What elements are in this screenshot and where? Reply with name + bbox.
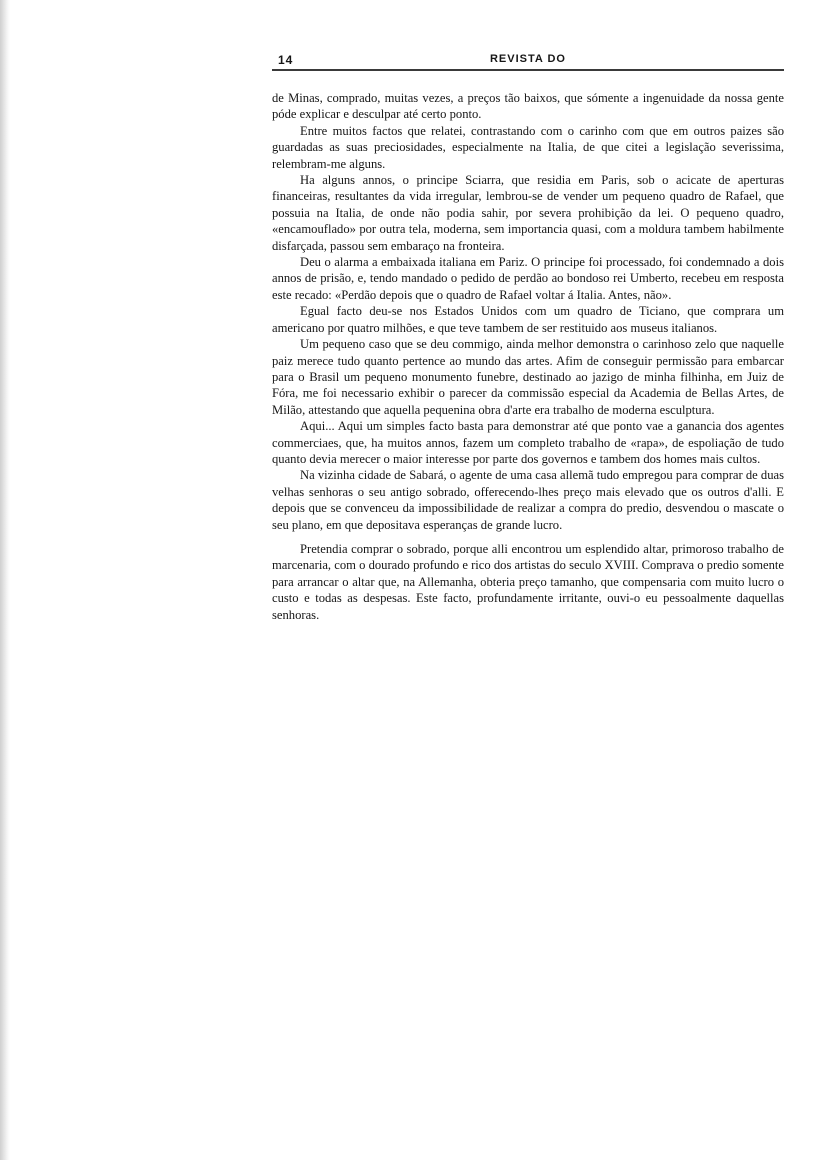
- page-edge-shadow: [0, 0, 10, 1160]
- paragraph: Na vizinha cidade de Sabará, o agente de uma casa allemã tudo empregou para comprar de duas velhas senhoras o seu antigo sobrado, offerecendo-lhes preço mais elevado que os outros d'alli. E depois que se convenceu da impossibilidade de realizar a compra do predio, desvendou o mascate o seu plano, em que depositava esperanças de grande lucro.: [272, 468, 784, 532]
- paragraph: Aqui... Aqui um simples facto basta para demonstrar até que ponto vae a ganancia dos agentes commerciaes, que, ha muitos annos, fazem um completo trabalho de «rapa», de espoliação de tudo quanto devia merecer o maior interesse por parte dos governos e tambem dos homes mais cultos.: [272, 419, 784, 466]
- paragraph: Um pequeno caso que se deu commigo, ainda melhor demonstra o carinhoso zelo que naquelle paiz merece tudo quanto pertence ao mundo das artes. Afim de conseguir permissão para embarcar para o Brasil um pequeno monumento funebre, destinado ao jazigo de minha filhinha, em Juiz de Fóra, me foi necessario exhibir o parecer da commissão especial da Academia de Bellas Artes, de Milão, attestando que aquella pequenina obra d'arte era trabalho de moderna esculptura.: [272, 337, 784, 417]
- document-page: [272, 50, 784, 623]
- paragraph: Ha alguns annos, o principe Sciarra, que residia em Paris, sob o acicate de aperturas financeiras, resultantes da vida irregular, lembrou-se de vender um pequeno quadro de Rafael, que possuia na Italia, de onde não podia sahir, por severa prohibição da lei. O pequeno quadro, «encamouflado» por outra tela, moderna, sem importancia quasi, com a moldura tambem habilmente disfarçada, passou sem embaraço na fronteira.: [272, 173, 784, 253]
- paragraph: Entre muitos factos que relatei, contrastando com o carinho com que em outros paizes são guardadas as suas preciosidades, especialmente na Italia, de que citei a legislação severissima, relembram-me alguns.: [272, 123, 784, 171]
- paragraph: Egual facto deu-se nos Estados Unidos com um quadro de Ticiano, que comprara um americano por quatro milhões, e que teve tambem de ser restituido aos museus italianos.: [272, 304, 784, 335]
- paragraph: Deu o alarma a embaixada italiana em Pariz. O principe foi processado, foi condemnado a dois annos de prisão, e, tendo mandado o pedido de perdão ao bondoso rei Umberto, recebeu em resposta este recado: «Perdão depois que o quadro de Rafael voltar á Italia. Antes, não».: [272, 255, 784, 302]
- paragraph: Pretendia comprar o sobrado, porque alli encontrou um esplendido altar, primoroso trabalho de marcenaria, com o dourado profundo e rico dos artistas do seculo XVIII. Comprava o predio somente para arrancar o altar que, na Allemanha, obteria preço tamanho, que compensaria com muito lucro o custo e todas as despesas. Este facto, profundamente irritante, ouvi-o eu pessoalmente daquellas senhoras.: [272, 541, 784, 622]
- paragraph: de Minas, comprado, muitas vezes, a preços tão baixos, que sómente a ingenuidade da nossa gente póde explicar e desculpar até certo ponto.: [272, 91, 784, 122]
- page-number: 14: [278, 53, 294, 67]
- page-header: [272, 50, 784, 68]
- body-text: [272, 90, 784, 623]
- header-rule: [272, 69, 784, 71]
- running-title: REVISTA DO: [489, 53, 566, 65]
